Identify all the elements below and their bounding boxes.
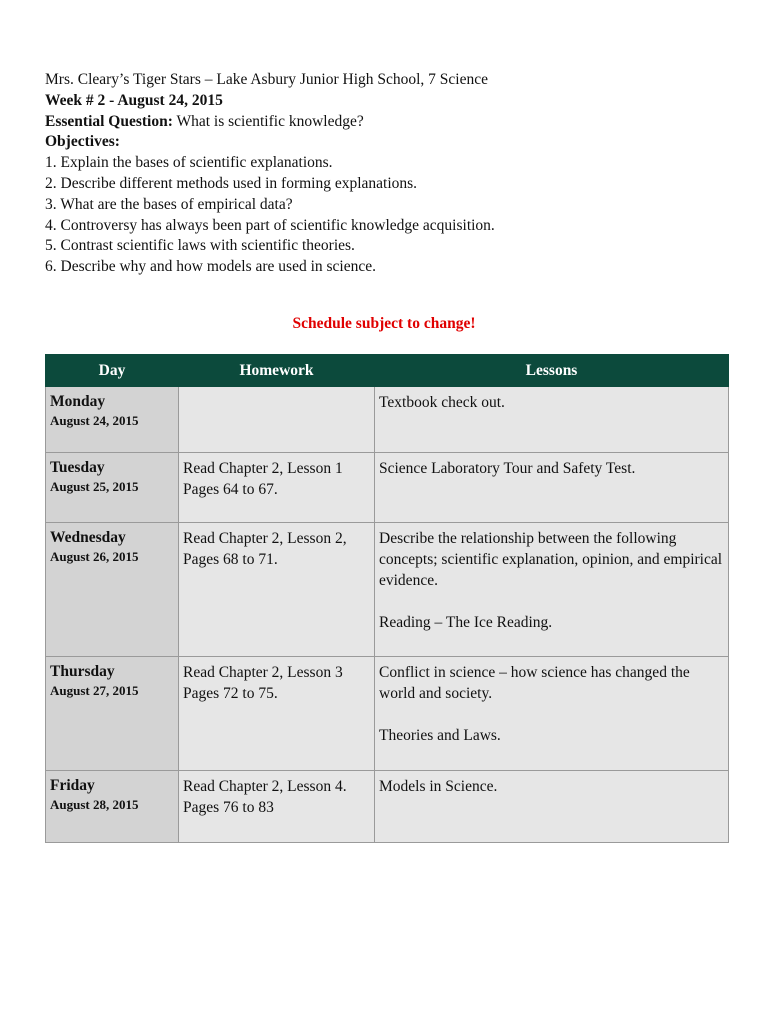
day-cell — [46, 771, 179, 843]
table-row — [46, 771, 729, 843]
homework-line: Pages 68 to 71. — [183, 551, 278, 568]
lesson-text: Describe the relationship between the following concepts; scientific explanation, opinion, and empirical evidence. — [379, 530, 723, 589]
lessons-cell — [375, 771, 729, 843]
lessons-cell — [375, 387, 729, 453]
schedule-notice: Schedule subject to change! — [292, 315, 476, 332]
header-homework: Homework — [179, 355, 375, 387]
day-name: Friday — [50, 777, 95, 794]
homework-line: Pages 72 to 75. — [183, 685, 278, 702]
day-date: August 28, 2015 — [50, 797, 139, 812]
objective-item: 6. Describe why and how models are used in science. — [45, 258, 376, 276]
table-row — [46, 453, 729, 523]
day-name: Monday — [50, 393, 106, 410]
homework-line: Read Chapter 2, Lesson 1 — [183, 460, 343, 477]
class-title: Mrs. Cleary’s Tiger Stars – Lake Asbury Junior High School, 7 Science — [45, 71, 489, 88]
lesson-text: Textbook check out. — [379, 394, 505, 411]
table-header-row — [46, 355, 729, 387]
homework-line: Pages 64 to 67. — [183, 481, 278, 498]
day-cell — [46, 453, 179, 523]
lesson-text: Reading – The Ice Reading. — [379, 614, 553, 631]
day-date: August 25, 2015 — [50, 479, 139, 494]
lesson-text: Models in Science. — [379, 778, 498, 795]
document-header — [45, 70, 745, 278]
day-date: August 24, 2015 — [50, 413, 139, 428]
homework-cell — [179, 657, 375, 771]
homework-line: Pages 76 to 83 — [183, 799, 274, 816]
lesson-text: Conflict in science – how science has changed the world and society. — [379, 664, 690, 702]
lesson-text: Science Laboratory Tour and Safety Test. — [379, 460, 636, 477]
day-date: August 27, 2015 — [50, 683, 139, 698]
day-name: Tuesday — [50, 459, 105, 476]
lessons-cell — [375, 453, 729, 523]
week-line: Week # 2 - August 24, 2015 — [45, 91, 223, 109]
header-lessons: Lessons — [375, 355, 729, 387]
homework-line: Read Chapter 2, Lesson 2, — [183, 530, 347, 547]
schedule-table — [45, 354, 729, 843]
table-row — [46, 657, 729, 771]
homework-line: Read Chapter 2, Lesson 3 — [183, 664, 343, 681]
essential-question-label: Essential Question: — [45, 112, 173, 130]
objective-item: 1. Explain the bases of scientific explanations. — [45, 154, 333, 172]
day-name: Wednesday — [50, 529, 126, 546]
homework-cell — [179, 523, 375, 657]
objective-item: 2. Describe different methods used in forming explanations. — [45, 174, 418, 192]
homework-cell — [179, 453, 375, 523]
day-cell — [46, 387, 179, 453]
lessons-cell — [375, 523, 729, 657]
homework-line: Read Chapter 2, Lesson 4. — [183, 778, 347, 795]
essential-question-text: What is scientific knowledge? — [172, 112, 364, 130]
day-date: August 26, 2015 — [50, 549, 139, 564]
homework-cell — [179, 771, 375, 843]
table-row — [46, 387, 729, 453]
day-name: Thursday — [50, 663, 115, 680]
objectives-label: Objectives: — [45, 133, 120, 151]
homework-cell — [179, 387, 375, 453]
objective-item: 3. What are the bases of empirical data? — [45, 195, 293, 213]
table-row — [46, 523, 729, 657]
lessons-cell — [375, 657, 729, 771]
day-cell — [46, 523, 179, 657]
objective-item: 4. Controversy has always been part of scientific knowledge acquisition. — [45, 216, 495, 234]
lesson-text: Theories and Laws. — [379, 727, 501, 744]
objective-item: 5. Contrast scientific laws with scientific theories. — [45, 237, 355, 255]
day-cell — [46, 657, 179, 771]
essential-question — [45, 112, 745, 133]
header-day: Day — [46, 355, 179, 387]
